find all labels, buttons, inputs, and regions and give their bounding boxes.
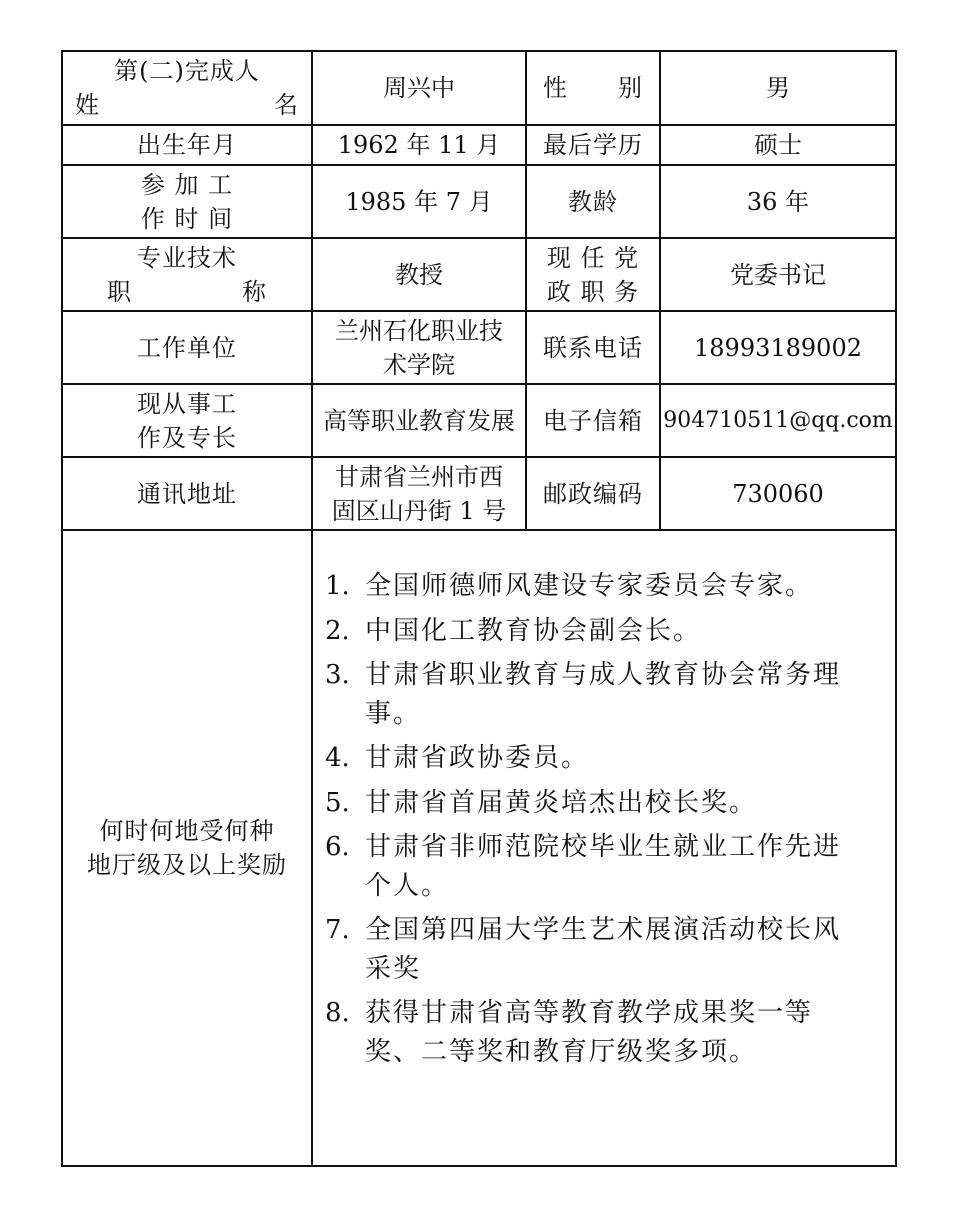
award-item bbox=[325, 612, 865, 651]
employer-value-line-2: 术学院 bbox=[383, 350, 455, 379]
specialty-label-line-2: 作及专长 bbox=[137, 423, 237, 452]
education-label bbox=[526, 125, 660, 165]
work-start-value-text: 1985 年 7 月 bbox=[345, 187, 493, 216]
award-item-number: 1. bbox=[325, 571, 350, 601]
address-label-text: 通讯地址 bbox=[137, 479, 237, 508]
party-position-value-text: 党委书记 bbox=[730, 260, 826, 289]
education-value bbox=[660, 125, 896, 165]
party-position-label-line-2: 政 职 务 bbox=[546, 277, 640, 306]
row-work-start-teaching-years bbox=[62, 165, 896, 238]
name-label bbox=[62, 51, 312, 125]
party-position-label bbox=[526, 238, 660, 311]
award-item-number: 4. bbox=[325, 743, 350, 773]
award-item bbox=[325, 828, 865, 905]
birth-date-value-text: 1962 年 11 月 bbox=[337, 131, 501, 159]
award-item-number: 2. bbox=[325, 615, 350, 646]
award-item bbox=[325, 994, 865, 1071]
phone-label bbox=[526, 311, 660, 384]
row-address-postcode bbox=[62, 457, 896, 530]
gender-label bbox=[526, 51, 660, 125]
awards-label-line-1: 何时何地受何种 bbox=[99, 817, 275, 845]
row-specialty-email bbox=[62, 384, 896, 457]
address-label bbox=[62, 457, 312, 530]
email-label bbox=[526, 384, 660, 457]
gender-value-text: 男 bbox=[766, 74, 790, 102]
award-item bbox=[325, 911, 865, 988]
name-label-line-2: 姓 名 bbox=[75, 91, 299, 119]
teaching-years-label bbox=[526, 165, 660, 238]
work-start-label bbox=[62, 165, 312, 238]
award-item-text: 甘肃省职业教育与成人教育协会常务理事。 bbox=[365, 660, 842, 729]
postcode-label-text: 邮政编码 bbox=[543, 479, 643, 508]
award-item-number: 3. bbox=[325, 660, 350, 690]
email-label-text: 电子信箱 bbox=[543, 406, 643, 435]
award-item-number: 6. bbox=[325, 832, 350, 862]
specialty-value-text: 高等职业教育发展 bbox=[323, 406, 515, 435]
award-item-number: 7. bbox=[325, 915, 350, 945]
email-value-text: 904710511@qq.com bbox=[663, 407, 893, 433]
row-awards bbox=[62, 530, 896, 1166]
awards-content bbox=[312, 530, 896, 1166]
education-value-text: 硕士 bbox=[754, 131, 802, 159]
award-item-text: 甘肃省首届黄炎培杰出校长奖。 bbox=[365, 787, 758, 818]
row-name-gender bbox=[62, 51, 896, 125]
professional-title-value-text: 教授 bbox=[395, 260, 443, 289]
professional-title-value bbox=[312, 238, 526, 311]
name-label-line-1: 第(二)完成人 bbox=[114, 57, 260, 85]
address-value-line-1: 甘肃省兰州市西 bbox=[335, 462, 503, 491]
work-start-label-line-2: 作 时 间 bbox=[140, 204, 234, 233]
birth-date-label-text: 出生年月 bbox=[137, 131, 237, 159]
work-start-label-line-1: 参 加 工 bbox=[140, 170, 234, 199]
work-start-value bbox=[312, 165, 526, 238]
education-label-text: 最后学历 bbox=[543, 131, 643, 159]
award-item-number: 5. bbox=[325, 787, 350, 818]
gender-value bbox=[660, 51, 896, 125]
award-item bbox=[325, 567, 865, 606]
postcode-value-text: 730060 bbox=[732, 479, 824, 508]
awards-list bbox=[325, 567, 865, 1071]
awards-label-line-2: 地厅级及以上奖励 bbox=[87, 851, 287, 879]
personal-info-form-table bbox=[61, 50, 897, 1167]
employer-label bbox=[62, 311, 312, 384]
award-item bbox=[325, 656, 865, 733]
birth-date-value bbox=[312, 125, 526, 165]
birth-date-label bbox=[62, 125, 312, 165]
name-value-text: 周兴中 bbox=[383, 74, 455, 102]
address-value-line-2: 固区山丹街 1 号 bbox=[331, 496, 507, 525]
award-item-text: 获得甘肃省高等教育教学成果奖一等奖、二等奖和教育厅级奖多项。 bbox=[365, 998, 814, 1067]
gender-label-text: 性 别 bbox=[543, 74, 643, 102]
employer-value-line-1: 兰州石化职业技 bbox=[335, 316, 503, 345]
row-employer-phone bbox=[62, 311, 896, 384]
teaching-years-label-text: 教龄 bbox=[568, 187, 618, 216]
employer-value bbox=[312, 311, 526, 384]
professional-title-label-line-1: 专业技术 bbox=[137, 243, 237, 272]
award-item-text: 中国化工教育协会副会长。 bbox=[365, 615, 702, 646]
phone-value bbox=[660, 311, 896, 384]
award-item-text: 全国师德师风建设专家委员会专家。 bbox=[365, 571, 814, 601]
professional-title-label bbox=[62, 238, 312, 311]
row-birth-education bbox=[62, 125, 896, 165]
postcode-label bbox=[526, 457, 660, 530]
row-title-position bbox=[62, 238, 896, 311]
award-item bbox=[325, 739, 865, 778]
teaching-years-value-text: 36 年 bbox=[746, 187, 810, 216]
address-value bbox=[312, 457, 526, 530]
award-item bbox=[325, 784, 865, 823]
specialty-label bbox=[62, 384, 312, 457]
name-value bbox=[312, 51, 526, 125]
phone-value-text: 18993189002 bbox=[694, 333, 862, 362]
teaching-years-value bbox=[660, 165, 896, 238]
award-item-text: 甘肃省政协委员。 bbox=[365, 743, 590, 773]
party-position-label-line-1: 现 任 党 bbox=[546, 243, 640, 272]
party-position-value bbox=[660, 238, 896, 311]
specialty-value bbox=[312, 384, 526, 457]
awards-label bbox=[62, 530, 312, 1166]
postcode-value bbox=[660, 457, 896, 530]
specialty-label-line-1: 现从事工 bbox=[137, 389, 237, 418]
professional-title-label-line-2: 职 称 bbox=[107, 277, 267, 306]
award-item-number: 8. bbox=[325, 998, 350, 1028]
award-item-text: 全国第四届大学生艺术展演活动校长风采奖 bbox=[365, 915, 842, 984]
phone-label-text: 联系电话 bbox=[543, 333, 643, 362]
award-item-text: 甘肃省非师范院校毕业生就业工作先进个人。 bbox=[365, 832, 842, 901]
email-value bbox=[660, 384, 896, 457]
employer-label-text: 工作单位 bbox=[137, 333, 237, 362]
